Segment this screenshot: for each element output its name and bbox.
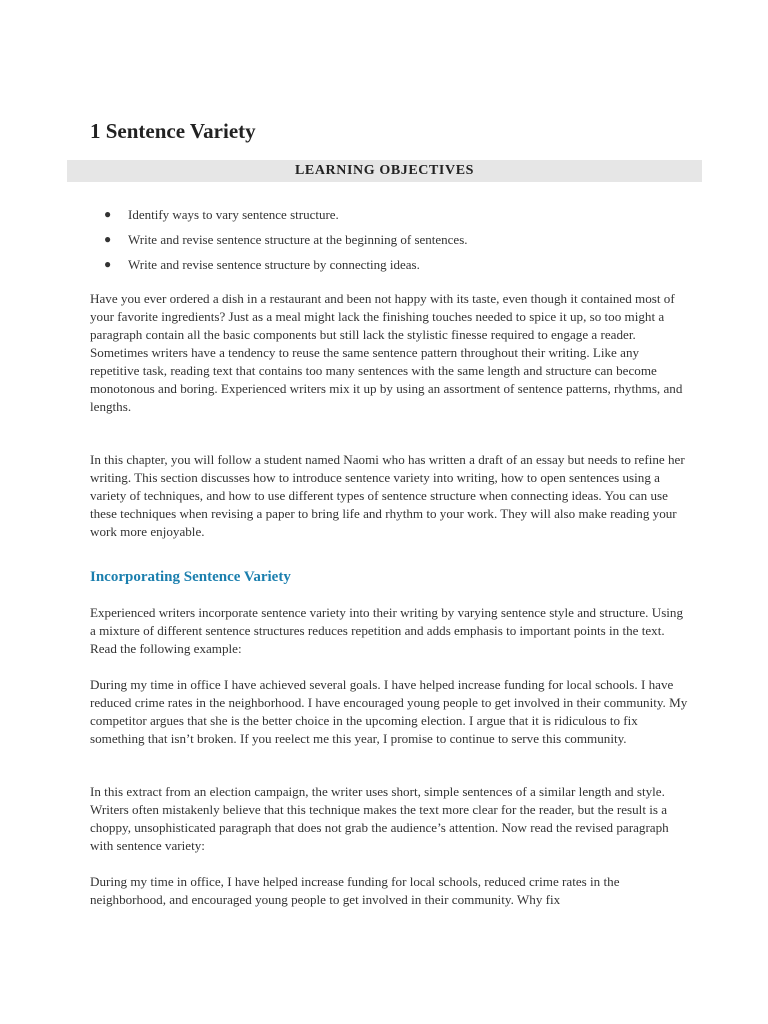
learning-objectives-bar [67,160,702,182]
bullet-icon: ● [104,232,112,246]
list-item [90,202,690,227]
example-paragraph: During my time in office I have achieved several goals. I have helped increase funding for local schools. I have reduced crime rates in the neighborhood. I have encouraged young people to get involved in their community. My competitor argues that she is the better choice in the upcoming election. I argue that it is ridiculous to fix something that isn’t broken. If you reelect me this year, I promise to continue to serve this community. [90,677,688,746]
section-intro-paragraph: Experienced writers incorporate sentence variety into their writing by varying sentence style and structure. Using a mixture of different sentence structures reduces repetition and adds emphasis to important points in the text. Read the following example: [90,605,684,656]
intro-paragraph: Have you ever ordered a dish in a restaurant and been not happy with its taste, even though it contained most of your favorite ingredients? Just as a meal might lack the finishing touches needed to spice it up, so too might a paragraph contain all the basic components but still lack the stylistic finesse required to engage a reader. Sometimes writers have a tendency to reuse the same sentence pattern throughout their writing. Like any repetitive task, reading text that contains too many sentences with the same length and structure can become monotonous and boring. Experienced writers mix it up by using an assortment of sentence patterns, rhythms, and lengths. [90,291,683,414]
list-item [90,227,690,252]
section-heading: Incorporating Sentence Variety [90,569,291,585]
learning-objectives-heading: LEARNING OBJECTIVES [294,163,475,178]
learning-objectives-list [90,202,690,277]
objective-text: Write and revise sentence structure by connecting ideas. [128,257,420,272]
page-title: 1 Sentence Variety [90,119,256,143]
analysis-paragraph: In this extract from an election campaign, the writer uses short, simple sentences of a similar length and style. Writers often mistakenly believe that this technique makes the text more clear for the reader, but the result is a choppy, unsophisticated paragraph that does not grab the audience’s attention. Now read the revised paragraph with sentence variety: [90,784,669,853]
bullet-icon: ● [104,257,112,271]
revised-example-paragraph: During my time in office, I have helped increase funding for local schools, reduced crime rates in the neighborhood, and encouraged young people to get involved in their community. Why fix [90,874,620,907]
list-item [90,252,690,277]
objective-text: Write and revise sentence structure at the beginning of sentences. [128,232,468,247]
objective-text: Identify ways to vary sentence structure. [128,207,339,222]
bullet-icon: ● [104,207,112,221]
chapter-overview-paragraph: In this chapter, you will follow a student named Naomi who has written a draft of an essay but needs to refine her writing. This section discusses how to introduce sentence variety into writing, how to open sentences using a variety of techniques, and how to use different types of sentence structure when connecting ideas. You can use these techniques when revising a paper to bring life and rhythm to your work. They will also make reading your work more enjoyable. [90,452,685,539]
